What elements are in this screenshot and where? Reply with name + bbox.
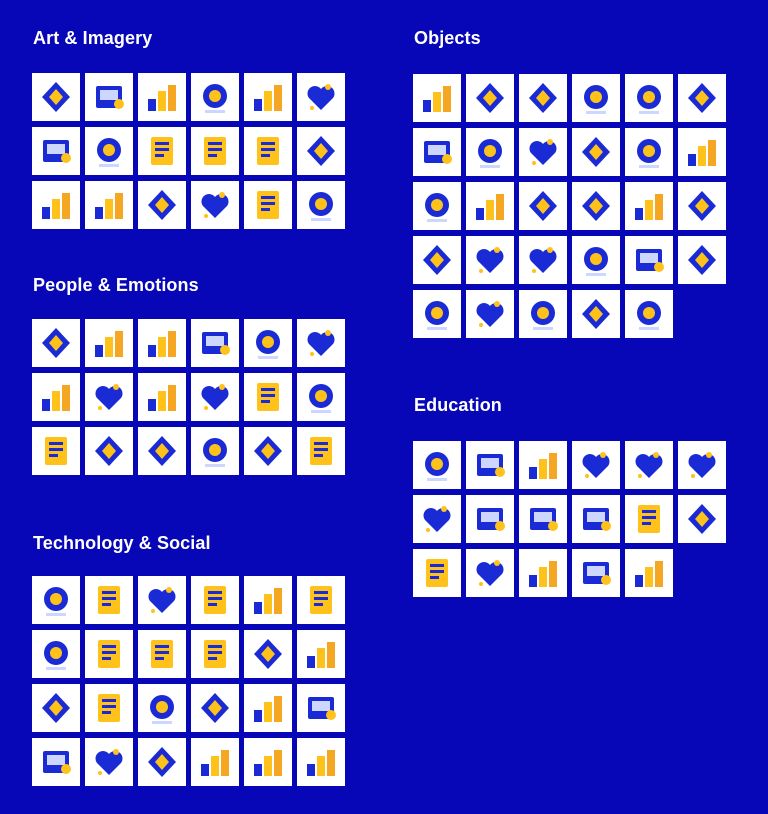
- typography-graphic: [413, 549, 461, 597]
- target-icon[interactable]: [466, 290, 514, 338]
- figure-duo-icon[interactable]: [85, 373, 133, 421]
- abc-board-graphic: [625, 495, 673, 543]
- padlock-icon[interactable]: [625, 290, 673, 338]
- heart-hands-icon[interactable]: [32, 73, 80, 121]
- icon-grid-people: [32, 319, 345, 475]
- icon-grid-education: [413, 441, 726, 597]
- award-ribbon-icon[interactable]: [466, 182, 514, 230]
- laptop-heart-icon[interactable]: [85, 684, 133, 732]
- globe-graphic: [466, 74, 514, 122]
- backpack-graphic: [466, 495, 514, 543]
- stopwatch-icon[interactable]: [466, 236, 514, 284]
- smartphone-graphic: [85, 630, 133, 678]
- video-camera-icon[interactable]: [138, 576, 186, 624]
- sparkle-dots-graphic: [32, 427, 80, 475]
- question-mark-icon[interactable]: [519, 549, 567, 597]
- telescope-camera-graphic: [32, 630, 80, 678]
- grade-sheet-graphic: [625, 441, 673, 489]
- book-sparkle-icon[interactable]: [413, 441, 461, 489]
- people-pair-icon[interactable]: [244, 319, 292, 367]
- dotted-path-graphic: [32, 181, 80, 229]
- diamond-graphic: [572, 74, 620, 122]
- video-chat-icon[interactable]: [297, 738, 345, 786]
- cat-face-icon[interactable]: [244, 576, 292, 624]
- telescope-camera-icon[interactable]: [32, 630, 80, 678]
- cat-face-graphic: [244, 576, 292, 624]
- section-title: Objects: [414, 28, 481, 48]
- hourglass-icon[interactable]: [466, 128, 514, 176]
- phone-pin-icon[interactable]: [413, 290, 461, 338]
- laptop-heart-graphic: [85, 684, 133, 732]
- photo-collage-graphic: [32, 127, 80, 175]
- trophy-face-icon[interactable]: [191, 319, 239, 367]
- question-mark-graphic: [519, 549, 567, 597]
- heart-hands-graphic: [32, 73, 80, 121]
- tripod-camera-graphic: [138, 684, 186, 732]
- beehive-icon[interactable]: [625, 128, 673, 176]
- sailboat-picture-icon[interactable]: [244, 73, 292, 121]
- sound-wave-graphic: [85, 738, 133, 786]
- chat-thumbs-icon[interactable]: [32, 373, 80, 421]
- heart-hands-icon[interactable]: [32, 319, 80, 367]
- diamond-frame-icon[interactable]: [85, 127, 133, 175]
- heart-frame-graphic: [138, 73, 186, 121]
- microscope-graphic: [625, 549, 673, 597]
- figure-duo-graphic: [85, 373, 133, 421]
- flower-graphic: [678, 74, 726, 122]
- price-tag-icon[interactable]: [413, 128, 461, 176]
- compass-icon[interactable]: [625, 74, 673, 122]
- section-education: [414, 394, 502, 416]
- heart-hands-graphic: [32, 319, 80, 367]
- gamer-graphic: [297, 630, 345, 678]
- section-title: Technology & Social: [33, 533, 211, 553]
- flower-icon[interactable]: [678, 74, 726, 122]
- chat-bubbles-icon[interactable]: [297, 373, 345, 421]
- sparkle-dots-icon[interactable]: [32, 427, 80, 475]
- dollar-screen-graphic: [191, 684, 239, 732]
- timer-coin-icon[interactable]: [138, 738, 186, 786]
- color-swatch-graphic: [85, 73, 133, 121]
- plus-cross-graphic: [85, 427, 133, 475]
- framed-landscape-icon[interactable]: [297, 73, 345, 121]
- backpack-icon[interactable]: [466, 495, 514, 543]
- scissors-icon[interactable]: [297, 127, 345, 175]
- todo-board-graphic: [678, 495, 726, 543]
- pinterest-coin-graphic: [32, 738, 80, 786]
- bandage-icon[interactable]: [413, 74, 461, 122]
- beehive-graphic: [625, 128, 673, 176]
- grade-sheet-icon[interactable]: [625, 441, 673, 489]
- smartphone-icon[interactable]: [85, 630, 133, 678]
- fire-extinguisher-icon[interactable]: [678, 128, 726, 176]
- building-blocks-graphic: [413, 236, 461, 284]
- envelope-fold-graphic: [297, 181, 345, 229]
- face-sparkle-icon[interactable]: [138, 319, 186, 367]
- photo-collage-icon[interactable]: [32, 127, 80, 175]
- sunglasses-graphic: [625, 236, 673, 284]
- easel-lesson-icon[interactable]: [678, 441, 726, 489]
- section-title: Art & Imagery: [33, 28, 153, 48]
- section-people-emotions: [33, 274, 199, 296]
- pinterest-coin-icon[interactable]: [32, 738, 80, 786]
- open-envelope-graphic: [678, 182, 726, 230]
- lightbulb-graphic: [519, 128, 567, 176]
- film-strip-graphic: [32, 684, 80, 732]
- chat-thumbs-graphic: [32, 373, 80, 421]
- laptop-stack-graphic: [138, 630, 186, 678]
- scroll-graphic: [138, 181, 186, 229]
- landscape-screen-graphic: [191, 73, 239, 121]
- building-blocks-icon[interactable]: [413, 236, 461, 284]
- credit-card-graphic: [191, 738, 239, 786]
- sailboat-picture-graphic: [244, 73, 292, 121]
- treasure-chest-graphic: [519, 74, 567, 122]
- section-art-imagery: [33, 27, 152, 49]
- hashtag-graphic: [244, 684, 292, 732]
- broom-icon[interactable]: [678, 236, 726, 284]
- people-pair-graphic: [244, 319, 292, 367]
- telescope-icon[interactable]: [572, 549, 620, 597]
- globe-icon[interactable]: [466, 74, 514, 122]
- phone-card-icon[interactable]: [191, 576, 239, 624]
- plus-cross-icon[interactable]: [85, 427, 133, 475]
- pencil-graphic: [191, 127, 239, 175]
- icon-grid-tech: [32, 576, 345, 786]
- timer-coin-graphic: [138, 738, 186, 786]
- trophy-face-graphic: [191, 319, 239, 367]
- framed-landscape-graphic: [297, 73, 345, 121]
- focus-target-icon[interactable]: [85, 181, 133, 229]
- sparkle-row-graphic: [466, 549, 514, 597]
- presentation-screen-icon[interactable]: [85, 576, 133, 624]
- id-card-icon[interactable]: [625, 182, 673, 230]
- person-standing-icon[interactable]: [138, 373, 186, 421]
- gavel-icon[interactable]: [572, 128, 620, 176]
- tripod-camera-icon[interactable]: [138, 684, 186, 732]
- magic-hat-icon[interactable]: [572, 182, 620, 230]
- person-standing-graphic: [138, 373, 186, 421]
- color-palette-graphic: [191, 181, 239, 229]
- racing-flags-graphic: [572, 236, 620, 284]
- dollar-screen-icon[interactable]: [191, 684, 239, 732]
- abc-board-icon[interactable]: [625, 495, 673, 543]
- compass-badge-graphic: [413, 182, 461, 230]
- phone-pin-graphic: [413, 290, 461, 338]
- photo-collage-icon[interactable]: [297, 684, 345, 732]
- broom-graphic: [678, 236, 726, 284]
- padlock-graphic: [625, 290, 673, 338]
- diamond-icon[interactable]: [572, 74, 620, 122]
- gavel-graphic: [572, 128, 620, 176]
- column-pillar-graphic: [519, 182, 567, 230]
- theater-masks-icon[interactable]: [297, 319, 345, 367]
- telescope-graphic: [572, 549, 620, 597]
- section-title: People & Emotions: [33, 275, 199, 295]
- paint-roller-icon[interactable]: [138, 127, 186, 175]
- target-graphic: [466, 290, 514, 338]
- award-ribbon-graphic: [466, 182, 514, 230]
- gamer-icon[interactable]: [297, 630, 345, 678]
- sound-wave-icon[interactable]: [85, 738, 133, 786]
- tablets-icon[interactable]: [191, 630, 239, 678]
- eye-icon[interactable]: [244, 427, 292, 475]
- phone-card-graphic: [191, 576, 239, 624]
- calculator-graphic: [32, 576, 80, 624]
- envelope-fold-icon[interactable]: [297, 181, 345, 229]
- sparkle-row-icon[interactable]: [466, 549, 514, 597]
- heart-ticket-icon[interactable]: [138, 427, 186, 475]
- eye-graphic: [244, 427, 292, 475]
- shopping-cart-graphic: [519, 236, 567, 284]
- photo-collage-graphic: [297, 684, 345, 732]
- mail-envelope-icon[interactable]: [519, 290, 567, 338]
- checklist-icon[interactable]: [519, 441, 567, 489]
- eyedropper-graphic: [244, 127, 292, 175]
- lightbulb-icon[interactable]: [519, 128, 567, 176]
- checklist-graphic: [519, 441, 567, 489]
- sunglasses-icon[interactable]: [625, 236, 673, 284]
- easel-lesson-graphic: [678, 441, 726, 489]
- dotted-path-icon[interactable]: [32, 181, 80, 229]
- todo-board-icon[interactable]: [678, 495, 726, 543]
- section-technology-social: [33, 532, 211, 554]
- magnifier-graphic: [519, 495, 567, 543]
- chat-bubbles-graphic: [297, 373, 345, 421]
- racing-flags-icon[interactable]: [572, 236, 620, 284]
- fire-extinguisher-graphic: [678, 128, 726, 176]
- broken-heart-icon[interactable]: [191, 427, 239, 475]
- magic-hat-graphic: [572, 182, 620, 230]
- bar-chart-graphic: [244, 738, 292, 786]
- compass-graphic: [625, 74, 673, 122]
- laptop-stack-icon[interactable]: [138, 630, 186, 678]
- open-envelope-icon[interactable]: [678, 182, 726, 230]
- book-stack-icon[interactable]: [572, 495, 620, 543]
- hourglass-graphic: [466, 128, 514, 176]
- calculator-icon[interactable]: [32, 576, 80, 624]
- scales-icon[interactable]: [572, 441, 620, 489]
- easel-board-graphic: [297, 427, 345, 475]
- shopping-cart-icon[interactable]: [519, 236, 567, 284]
- magnifier-icon[interactable]: [519, 495, 567, 543]
- heart-frame-icon[interactable]: [138, 73, 186, 121]
- eyedropper-icon[interactable]: [244, 127, 292, 175]
- id-card-graphic: [625, 182, 673, 230]
- color-palette-icon[interactable]: [191, 181, 239, 229]
- easel-board-icon[interactable]: [297, 427, 345, 475]
- tablets-graphic: [191, 630, 239, 678]
- person-presenting-icon[interactable]: [191, 373, 239, 421]
- face-sparkle-graphic: [138, 319, 186, 367]
- speech-sign-graphic: [85, 319, 133, 367]
- video-camera-graphic: [138, 576, 186, 624]
- film-strip-icon[interactable]: [32, 684, 80, 732]
- landscape-screen-icon[interactable]: [191, 73, 239, 121]
- perspective-board-graphic: [244, 181, 292, 229]
- bar-chart-icon[interactable]: [244, 738, 292, 786]
- mountain-graphic: [572, 290, 620, 338]
- quiz-card-icon[interactable]: [466, 441, 514, 489]
- focus-target-graphic: [85, 181, 133, 229]
- camera-graphic: [297, 576, 345, 624]
- perspective-board-icon[interactable]: [244, 181, 292, 229]
- icon-grid-art: [32, 73, 345, 229]
- quiz-card-graphic: [466, 441, 514, 489]
- icon-grid-objects: [413, 74, 726, 338]
- diamond-frame-graphic: [85, 127, 133, 175]
- color-swatch-icon[interactable]: [85, 73, 133, 121]
- credit-card-icon[interactable]: [191, 738, 239, 786]
- mountain-icon[interactable]: [572, 290, 620, 338]
- feather-quill-graphic: [413, 495, 461, 543]
- heart-ticket-graphic: [138, 427, 186, 475]
- bandage-graphic: [413, 74, 461, 122]
- presentation-screen-graphic: [85, 576, 133, 624]
- book-stack-graphic: [572, 495, 620, 543]
- browser-window-graphic: [244, 630, 292, 678]
- scroll-icon[interactable]: [138, 181, 186, 229]
- heart-card-icon[interactable]: [244, 373, 292, 421]
- video-chat-graphic: [297, 738, 345, 786]
- person-presenting-graphic: [191, 373, 239, 421]
- speech-sign-icon[interactable]: [85, 319, 133, 367]
- price-tag-graphic: [413, 128, 461, 176]
- camera-icon[interactable]: [297, 576, 345, 624]
- browser-window-icon[interactable]: [244, 630, 292, 678]
- treasure-chest-icon[interactable]: [519, 74, 567, 122]
- compass-badge-icon[interactable]: [413, 182, 461, 230]
- typography-icon[interactable]: [413, 549, 461, 597]
- hashtag-icon[interactable]: [244, 684, 292, 732]
- broken-heart-graphic: [191, 427, 239, 475]
- scissors-graphic: [297, 127, 345, 175]
- mail-envelope-graphic: [519, 290, 567, 338]
- scales-graphic: [572, 441, 620, 489]
- heart-card-graphic: [244, 373, 292, 421]
- column-pillar-icon[interactable]: [519, 182, 567, 230]
- pencil-icon[interactable]: [191, 127, 239, 175]
- paint-roller-graphic: [138, 127, 186, 175]
- section-title: Education: [414, 395, 502, 415]
- theater-masks-graphic: [297, 319, 345, 367]
- section-objects: [414, 27, 481, 49]
- stopwatch-graphic: [466, 236, 514, 284]
- book-sparkle-graphic: [413, 441, 461, 489]
- microscope-icon[interactable]: [625, 549, 673, 597]
- feather-quill-icon[interactable]: [413, 495, 461, 543]
